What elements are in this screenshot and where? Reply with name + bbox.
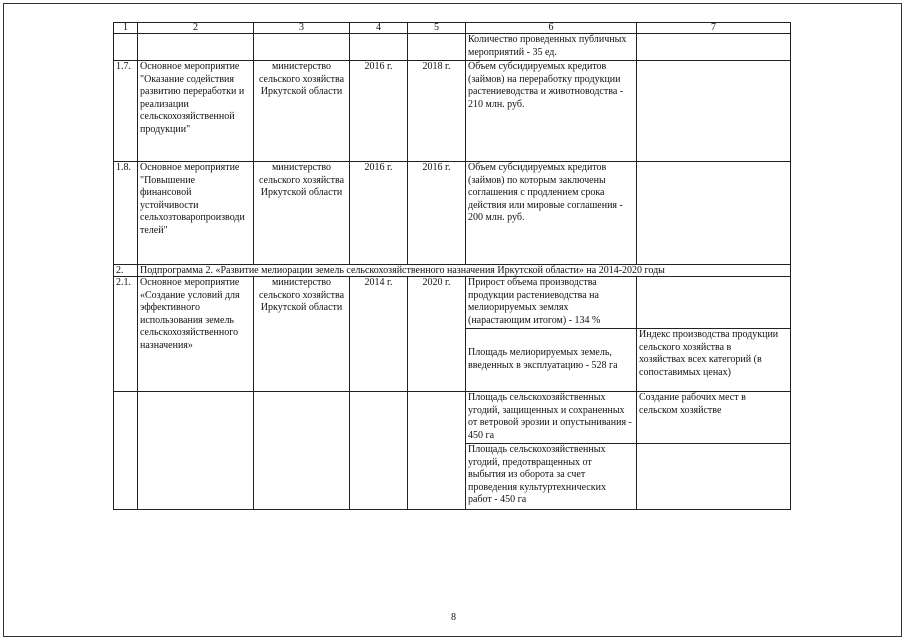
expected-result: Объем субсидируемых кредитов (займов) по которым заключены соглашения с продлением срока действия или мировые соглашения - 200 млн. руб.: [466, 162, 637, 265]
subprogram-row: [114, 265, 791, 277]
activity-name: Основное мероприятие "Оказание содействия развитию переработки и реализации сельскохозяйственной продукции": [138, 61, 254, 162]
table-row-2-1-c: [114, 392, 791, 444]
activity-name: Основное мероприятие "Повышение финансовой устойчивости сельхозтоваропроизводи телей": [138, 162, 254, 265]
cell-empty: [637, 34, 791, 61]
header-cell: 6: [466, 23, 637, 34]
indicator: [637, 162, 791, 265]
end-year: 2016 г.: [408, 162, 466, 265]
expected-result: Площадь сельскохозяйственных угодий, предотвращенных от выбытия из оборота за счет проведения культуртехнических работ - 450 га: [466, 444, 637, 510]
table-row-1-7: [114, 61, 791, 162]
expected-result: Прирост объема производства продукции растениеводства на мелиорируемых землях (нарастающим итогом) - 134 %: [466, 277, 637, 329]
executor: министерство сельского хозяйства Иркутской области: [254, 277, 350, 392]
row-number: 2.: [114, 265, 138, 277]
header-cell: 4: [350, 23, 408, 34]
cell-empty: [408, 34, 466, 61]
cell-empty: [254, 34, 350, 61]
row-number: 2.1.: [114, 277, 138, 392]
executor: министерство сельского хозяйства Иркутской области: [254, 61, 350, 162]
table-row-continuation: [114, 34, 791, 61]
cell-empty: [254, 392, 350, 510]
cell-empty: [138, 392, 254, 510]
end-year: 2020 г.: [408, 277, 466, 392]
result-cell: Количество проведенных публичных мероприятий - 35 ед.: [466, 34, 637, 61]
header-cell: 3: [254, 23, 350, 34]
expected-result: Объем субсидируемых кредитов (займов) на переработку продукции растениеводства и животноводства - 210 млн. руб.: [466, 61, 637, 162]
page-number: 8: [451, 612, 456, 623]
header-cell: 5: [408, 23, 466, 34]
executor: министерство сельского хозяйства Иркутской области: [254, 162, 350, 265]
start-year: 2016 г.: [350, 162, 408, 265]
start-year: 2016 г.: [350, 61, 408, 162]
header-cell: 2: [138, 23, 254, 34]
header-cell: 1: [114, 23, 138, 34]
table-row-1-8: [114, 162, 791, 265]
row-number: 1.7.: [114, 61, 138, 162]
cell-empty: [408, 392, 466, 510]
cell-empty: [350, 34, 408, 61]
activity-name: Основное мероприятие «Создание условий для эффективного использования земель сельскохозяйственного назначения»: [138, 277, 254, 392]
header-cell: 7: [637, 23, 791, 34]
cell-empty: [114, 392, 138, 510]
cell-empty: [114, 34, 138, 61]
header-row: [114, 23, 791, 34]
expected-result: Площадь сельскохозяйственных угодий, защищенных и сохраненных от ветровой эрозии и опустынивания - 450 га: [466, 392, 637, 444]
indicator: Создание рабочих мест в сельском хозяйстве: [637, 392, 791, 444]
program-table: [113, 22, 791, 510]
table-row-2-1-a: [114, 277, 791, 329]
cell-empty: [350, 392, 408, 510]
end-year: 2018 г.: [408, 61, 466, 162]
subprogram-title: Подпрограмма 2. «Развитие мелиорации земель сельскохозяйственного назначения Иркутской области» на 2014-2020 годы: [138, 265, 791, 277]
cell-empty: [637, 277, 791, 329]
cell-empty: [637, 444, 791, 510]
expected-result: Площадь мелиорируемых земель, введенных в эксплуатацию - 528 га: [466, 329, 637, 392]
start-year: 2014 г.: [350, 277, 408, 392]
indicator: Индекс производства продукции сельского хозяйства в хозяйствах всех категорий (в сопоставимых ценах): [637, 329, 791, 392]
cell-empty: [138, 34, 254, 61]
indicator: [637, 61, 791, 162]
row-number: 1.8.: [114, 162, 138, 265]
